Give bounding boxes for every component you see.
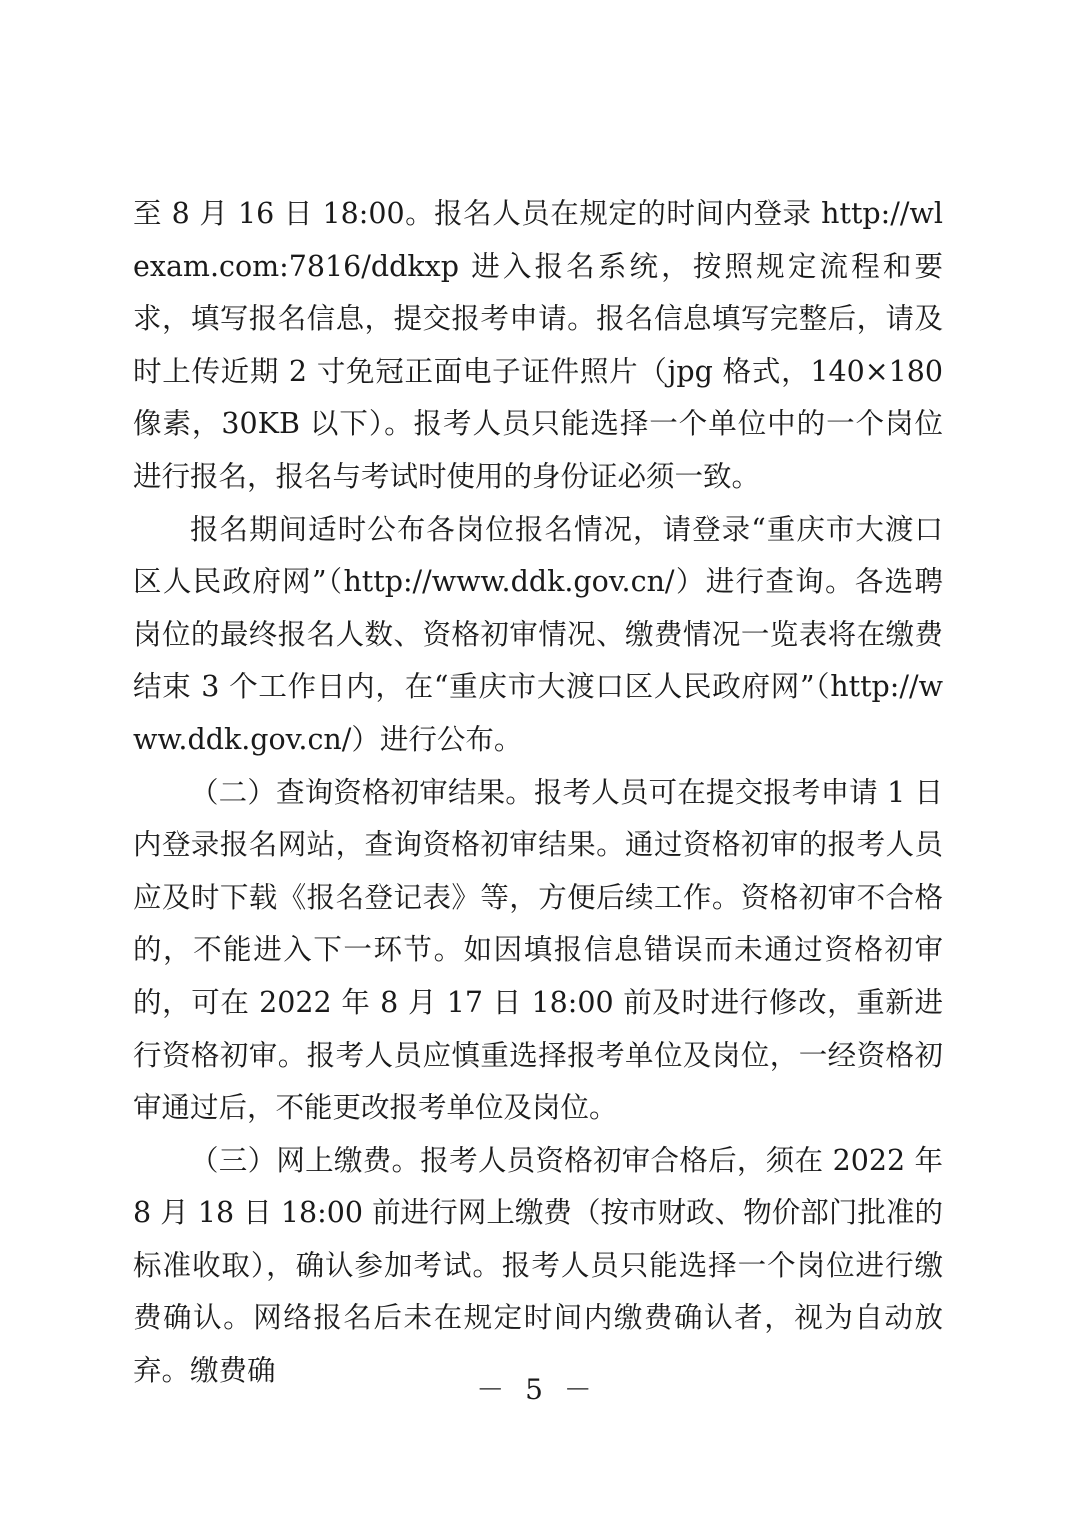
document-body	[133, 188, 943, 1398]
section-heading: （二）查询资格初审结果	[190, 775, 506, 809]
paragraph-text: 至 8 月 16 日 18:00。报名人员在规定的时间内登录 http://wlexam.com:7816/ddkxp 进入报名系统，按照规定流程和要求，填写报名信息，提交报考申请。报名信息填写完整后，请及时上传近期 2 寸免冠正面电子证件照片（jpg 格式，140×180 像素，30KB 以下）。报考人员只能选择一个单位中的一个岗位进行报名，报名与考试时使用的身份证必须一致。	[133, 197, 943, 493]
paragraph-registration-details	[133, 188, 943, 504]
paragraph-preliminary-review	[133, 767, 943, 1135]
paragraph-text: 报名期间适时公布各岗位报名情况，请登录“重庆市大渡口区人民政府网”（http://www.ddk.gov.cn/）进行查询。各选聘岗位的最终报名人数、资格初审情况、缴费情况一览表将在缴费结束 3 个工作日内，在“重庆市大渡口区人民政府网”（http://www.ddk.gov.cn/）进行公布。	[133, 512, 943, 756]
paragraph-online-payment	[133, 1135, 943, 1398]
page-number: － 5 －	[476, 1373, 598, 1406]
paragraph-text: 。报考人员可在提交报考申请 1 日内登录报名网站，查询资格初审结果。通过资格初审的报考人员应及时下载《报名登记表》等，方便后续工作。资格初审不合格的，不能进入下一环节。如因填报信息错误而未通过资格初审的，可在 2022 年 8 月 17 日 18:00 前及时进行修改，重新进行资格初审。报考人员应慎重选择报考单位及岗位，一经资格初审通过后，不能更改报考单位及岗位。	[133, 775, 943, 1125]
paragraph-registration-status	[133, 504, 943, 767]
section-heading: （三）网上缴费	[190, 1143, 392, 1177]
paragraph-text: 。报考人员资格初审合格后，须在 2022 年 8 月 18 日 18:00 前进行网上缴费（按市财政、物价部门批准的标准收取），确认参加考试。报考人员只能选择一个岗位进行缴费确认。网络报名后未在规定时间内缴费确认者，视为自动放弃。缴费确	[133, 1143, 943, 1388]
